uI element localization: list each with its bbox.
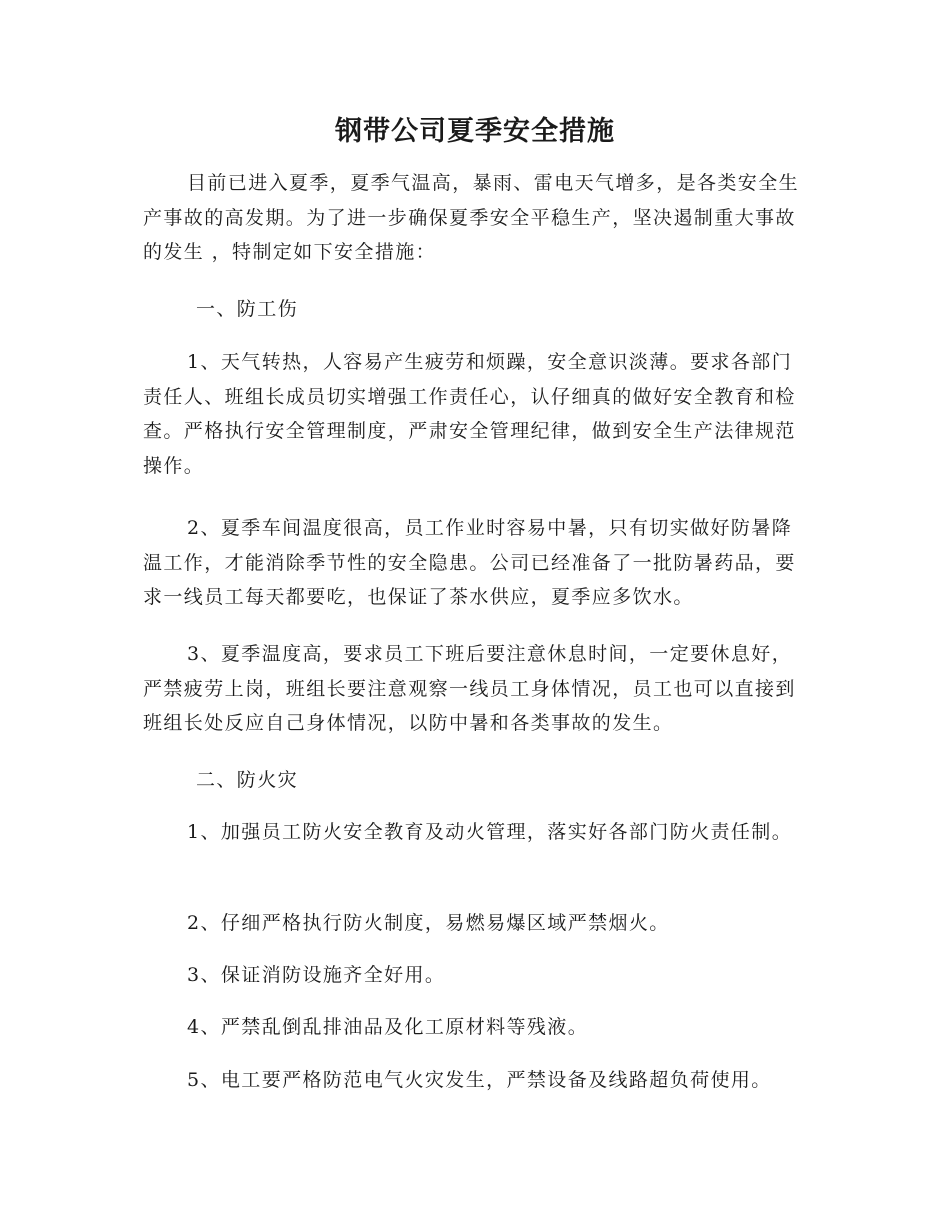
document-title: 钢带公司夏季安全措施 [335, 116, 615, 147]
fire-item-3: 3、保证消防设施齐全好用。 [187, 964, 446, 986]
fire-item-1: 1、加强员工防火安全教育及动火管理，落实好各部门防火责任制。 [187, 821, 793, 843]
fire-item-2: 2、仔细严格执行防火制度，易燃易爆区域严禁烟火。 [187, 912, 670, 934]
section-heading-fire: 二、防火灾 [196, 769, 299, 791]
injury-item-3: 3、夏季温度高，要求员工下班后要注意休息时间，一定要休息好，严禁疲劳上岗，班组长要注意观察一线员工身体情况，员工也可以直接到班组长处反应自己身体情况，以防中暑和各类事故的发生。 [143, 643, 796, 734]
intro-paragraph: 目前已进入夏季，夏季气温高，暴雨、雷电天气增多，是各类安全生产事故的高发期。为了进一步确保夏季安全平稳生产，坚决遏制重大事故的发生 ，特制定如下安全措施： [143, 172, 800, 263]
fire-item-5: 5、电工要严格防范电气火灾发生，严禁设备及线路超负荷使用。 [187, 1069, 772, 1091]
section-heading-injury: 一、防工伤 [196, 298, 299, 320]
injury-item-1: 1、天气转热，人容易产生疲劳和烦躁，安全意识淡薄。要求各部门责任人、班组长成员切实增强工作责任心，认仔细真的做好安全教育和检查。严格执行安全管理制度，严肃安全管理纪律，做到安全生产法律规范操作。 [143, 351, 796, 477]
fire-item-4: 4、严禁乱倒乱排油品及化工原材料等残液。 [187, 1016, 589, 1038]
injury-item-2: 2、夏季车间温度很高，员工作业时容易中暑，只有切实做好防暑降温工作，才能消除季节性的安全隐患。公司已经准备了一批防暑药品，要求一线员工每天都要吃，也保证了茶水供应，夏季应多饮水。 [143, 517, 796, 608]
